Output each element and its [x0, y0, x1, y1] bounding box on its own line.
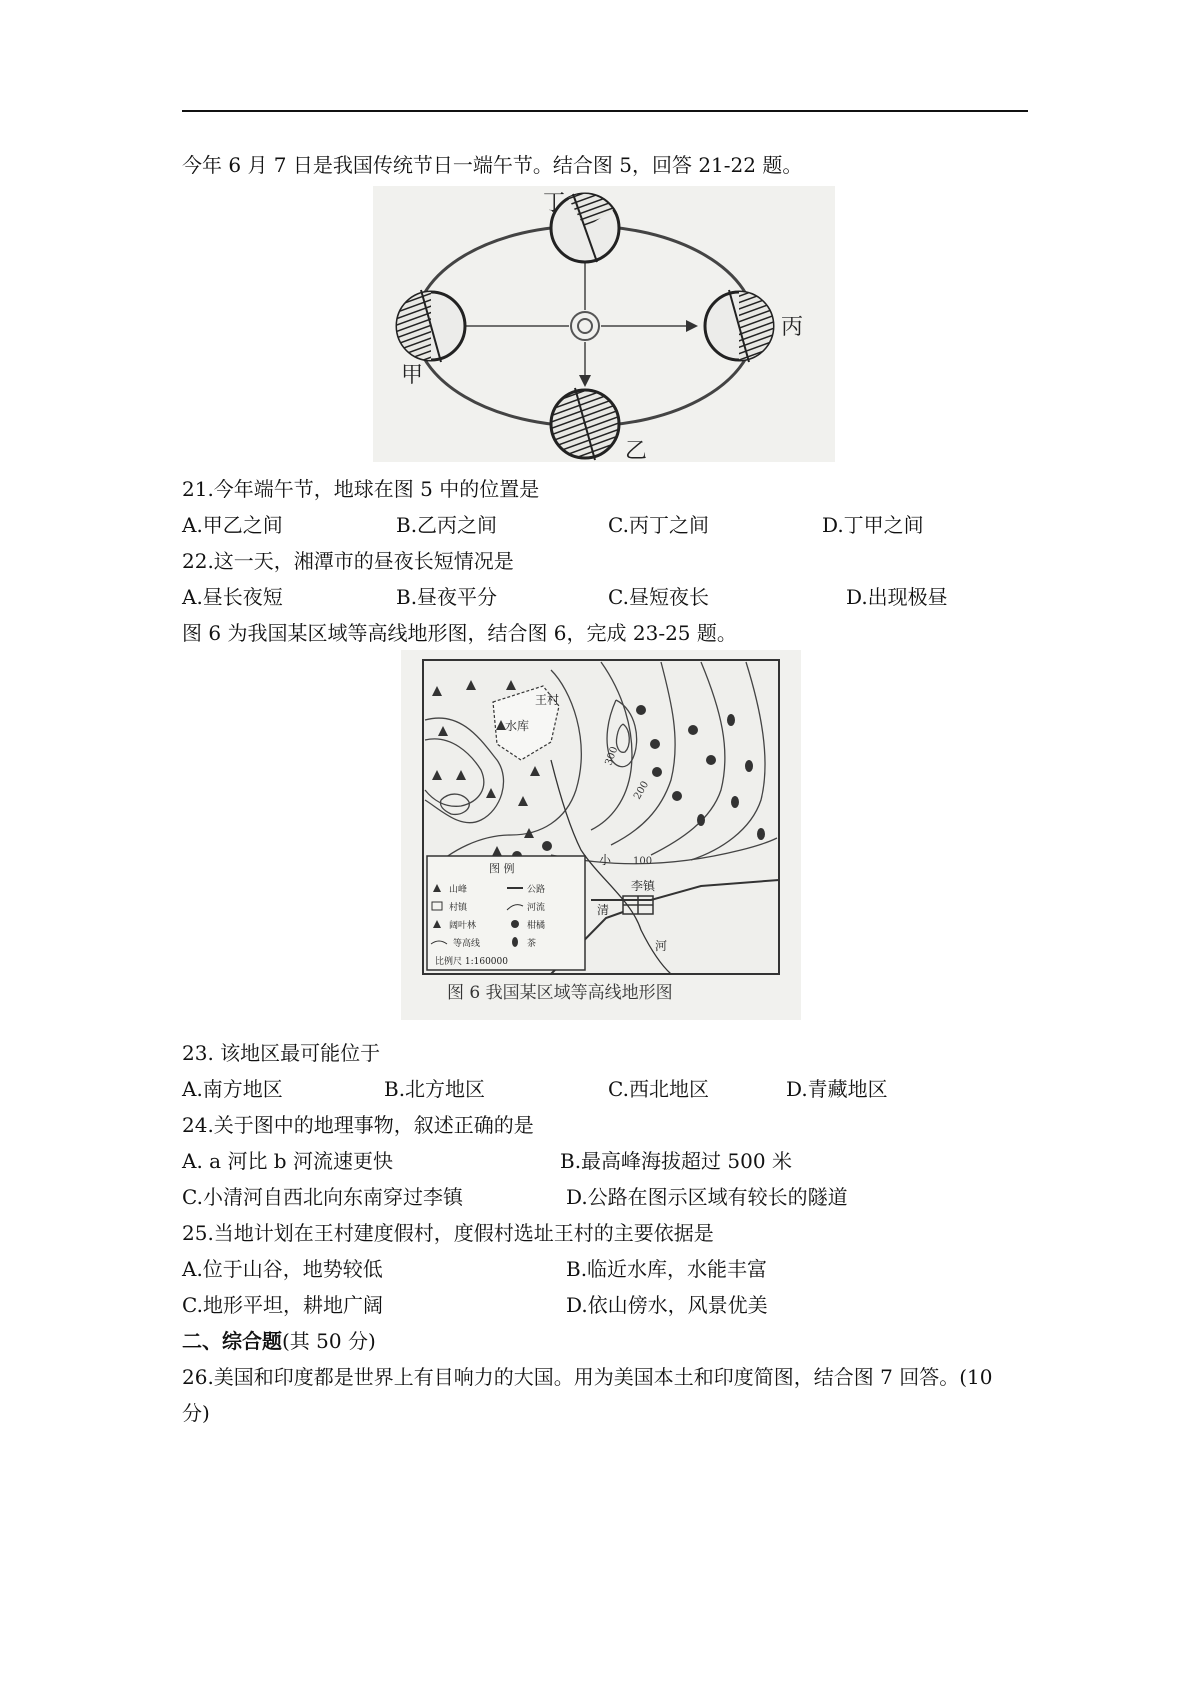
contour-label-200: 200	[632, 779, 652, 802]
q25-stem: 25.当地计划在王村建度假村，度假村选址王村的主要依据是	[182, 1221, 714, 1245]
place-label-wangcun: 王村	[535, 693, 560, 707]
place-label-reservoir: 水库	[505, 719, 530, 733]
q24-option-b: B.最高峰海拔超过 500 米	[560, 1149, 792, 1173]
river-label-2: 清	[597, 903, 610, 917]
label-ding: 丁	[543, 191, 566, 216]
section-2-title: 二、综合题	[182, 1329, 282, 1353]
legend-item-tea: 茶	[527, 939, 537, 949]
q24-option-a: A. a 河比 b 河流速更快	[182, 1149, 393, 1173]
q23-option-c: C.西北地区	[608, 1077, 709, 1101]
q21-option-d: D.丁甲之间	[822, 513, 924, 537]
legend-box	[427, 856, 585, 970]
legend-scale: 比例尺 1:160000	[435, 957, 508, 967]
earth-jia	[397, 290, 465, 362]
q22-option-a: A.昼长夜短	[182, 585, 283, 609]
q21-option-b: B.乙丙之间	[396, 513, 498, 537]
contour-label-100: 100	[633, 856, 653, 867]
q24-option-c: C.小清河自西北向东南穿过李镇	[182, 1185, 463, 1209]
q25-option-a: A.位于山谷，地势较低	[182, 1257, 383, 1281]
q21-option-a: A.甲乙之间	[182, 513, 283, 537]
figure-6-contour-map	[401, 650, 801, 1020]
q21-option-c: C.丙丁之间	[608, 513, 709, 537]
q25-option-c: C.地形平坦，耕地广阔	[182, 1293, 383, 1317]
earth-bing	[705, 290, 773, 362]
legend-item-forest: 阔叶林	[449, 921, 477, 931]
legend-item-town: 村镇	[449, 903, 468, 913]
q22-option-c: C.昼短夜长	[608, 585, 709, 609]
intro-text-1: 今年 6 月 7 日是我国传统节日一端午节。结合图 5，回答 21-22 题。	[182, 153, 803, 177]
q23-stem: 23. 该地区最可能位于	[182, 1041, 381, 1065]
label-yi: 乙	[625, 439, 648, 462]
legend-item-contour: 等高线	[453, 939, 481, 949]
earth-yi	[551, 388, 619, 460]
figure-6-caption: 图 6 我国某区域等高线地形图	[447, 983, 673, 1003]
q22-option-d: D.出现极昼	[846, 585, 948, 609]
legend-item-river: 河流	[527, 903, 546, 913]
label-bing: 丙	[781, 315, 804, 340]
q24-stem: 24.关于图中的地理事物，叙述正确的是	[182, 1113, 534, 1137]
q25-option-d: D.依山傍水，风景优美	[566, 1293, 768, 1317]
q22-stem: 22.这一天，湘潭市的昼夜长短情况是	[182, 549, 514, 573]
q23-option-b: B.北方地区	[384, 1077, 486, 1101]
q23-option-a: A.南方地区	[182, 1077, 283, 1101]
river-label-1: 小	[599, 853, 612, 867]
legend-item-road: 公路	[527, 885, 546, 895]
legend-item-peak: 山峰	[449, 885, 468, 895]
q23-option-d: D.青藏地区	[786, 1077, 888, 1101]
place-label-lizhen: 李镇	[631, 879, 656, 893]
section-2-note: (其 50 分)	[282, 1329, 376, 1353]
legend-item-orange: 柑橘	[527, 921, 546, 931]
q26-line-2: 分)	[182, 1401, 210, 1425]
figure-5-orbit-diagram	[373, 186, 835, 462]
q21-stem: 21.今年端午节，地球在图 5 中的位置是	[182, 477, 540, 501]
contour-label-300: 300	[603, 745, 621, 768]
river-label-3: 河	[655, 939, 668, 953]
header-rule	[182, 110, 1028, 112]
q24-option-d: D.公路在图示区域有较长的隧道	[566, 1185, 848, 1209]
intro-text-2: 图 6 为我国某区域等高线地形图，结合图 6，完成 23-25 题。	[182, 621, 737, 645]
section-2-heading	[182, 1328, 376, 1354]
q25-option-b: B.临近水库，水能丰富	[566, 1257, 768, 1281]
q22-option-b: B.昼夜平分	[396, 585, 498, 609]
legend-title: 图 例	[489, 862, 515, 875]
label-jia: 甲	[401, 363, 424, 388]
sun-icon	[571, 312, 599, 340]
q26-line-1: 26.美国和印度都是世界上有目响力的大国。用为美国本土和印度简图，结合图 7 回答。(10	[182, 1365, 993, 1389]
